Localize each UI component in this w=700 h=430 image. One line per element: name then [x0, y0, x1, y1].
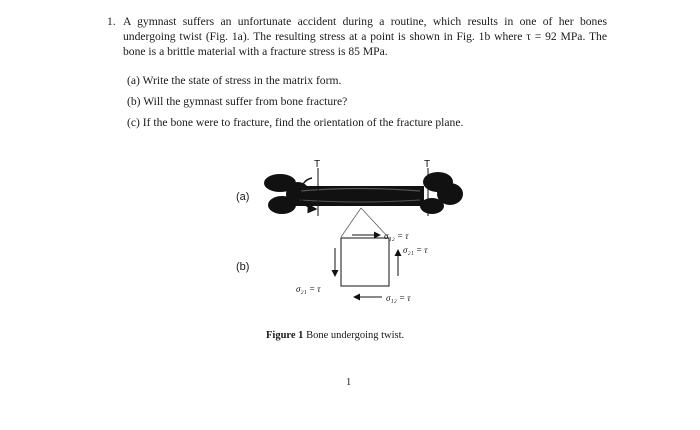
- stress-label-top: σ₁₂ = τ: [384, 231, 409, 241]
- figure-label-a: (a): [236, 191, 250, 203]
- figure-caption: [266, 330, 404, 341]
- question-text: A gymnast suffers an unfortunate accident during a routine, which results in one of her bones undergoing twist (Fig. 1a). The resulting stress at a point is shown in Fig. 1b where τ = 92 MPa. The bone is a brittle material with a fracture stress is 85 MPa.: [123, 15, 607, 58]
- stress-element-square: [341, 238, 389, 286]
- caption-text: Bone undergoing twist.: [306, 330, 405, 341]
- stress-label-bottom: σ₁₂ = τ: [386, 293, 411, 303]
- stress-label-right: σ₂₁ = τ: [403, 245, 428, 255]
- torque-label-left: T: [314, 159, 321, 170]
- leader-line-left: [341, 208, 361, 237]
- stress-label-left: σ₂₁ = τ: [296, 284, 321, 294]
- part-a: (a) Write the state of stress in the matrix form.: [127, 74, 342, 87]
- caption-label: Figure 1: [266, 330, 304, 341]
- figure-label-b: (b): [236, 261, 250, 273]
- question-number: 1.: [107, 15, 116, 28]
- part-c: (c) If the bone were to fracture, find the orientation of the fracture plane.: [127, 116, 464, 129]
- part-b: (b) Will the gymnast suffer from bone fracture?: [127, 95, 348, 108]
- torque-label-right: T: [424, 159, 431, 170]
- page-number: 1: [346, 377, 352, 388]
